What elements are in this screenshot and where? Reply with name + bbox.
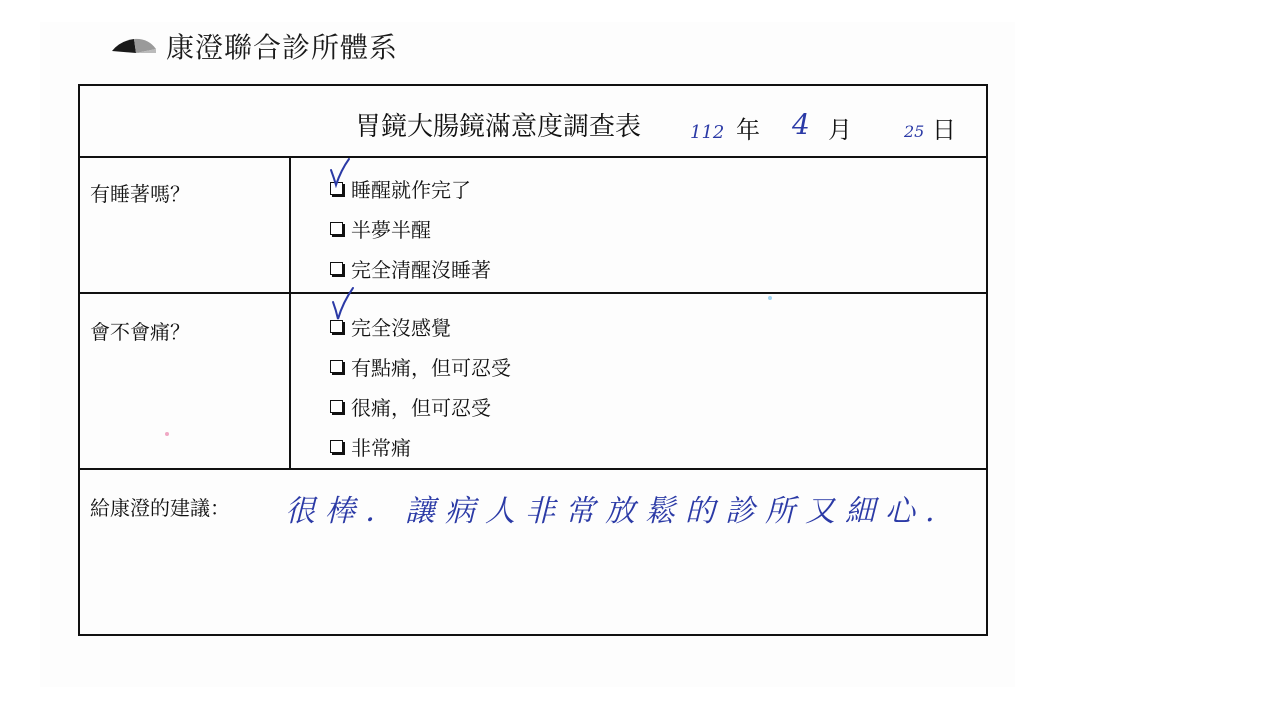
scan-speck bbox=[768, 296, 772, 300]
scan-speck bbox=[165, 432, 169, 436]
suggestion-row bbox=[80, 470, 986, 634]
question-row bbox=[80, 156, 986, 294]
option-label: 半夢半醒 bbox=[351, 218, 431, 242]
option-item[interactable] bbox=[330, 352, 511, 381]
option-label: 完全清醒沒睡著 bbox=[351, 258, 491, 282]
option-item[interactable] bbox=[330, 254, 491, 283]
checkbox-icon[interactable] bbox=[330, 262, 343, 275]
checkbox-icon[interactable] bbox=[330, 440, 343, 453]
option-label: 完全沒感覺 bbox=[351, 316, 451, 340]
date-month-label: 月 bbox=[828, 116, 852, 144]
title-row bbox=[80, 86, 986, 158]
date-day-label: 日 bbox=[932, 116, 956, 144]
checkbox-icon[interactable] bbox=[330, 360, 343, 373]
date-month-value: 4 bbox=[792, 108, 810, 141]
handwritten-suggestion: 很棒．讓病人非常放鬆的診所又細心. bbox=[285, 494, 945, 529]
question-label: 有睡著嗎？ bbox=[90, 182, 190, 206]
checkbox-icon[interactable] bbox=[330, 400, 343, 413]
option-item[interactable] bbox=[330, 432, 411, 461]
clinic-header bbox=[110, 26, 398, 66]
option-label: 有點痛，但可忍受 bbox=[351, 356, 511, 380]
option-label: 睡醒就作完了 bbox=[351, 178, 471, 202]
column-divider bbox=[289, 294, 291, 468]
checkbox-icon[interactable] bbox=[330, 222, 343, 235]
question-row bbox=[80, 294, 986, 470]
handwritten-check-mark-icon bbox=[328, 158, 352, 188]
option-label: 非常痛 bbox=[351, 436, 411, 460]
column-divider bbox=[289, 156, 291, 292]
date-day-value: 25 bbox=[904, 122, 925, 141]
question-label: 會不會痛？ bbox=[90, 320, 190, 344]
date-year-label: 年 bbox=[736, 116, 760, 144]
date-year-value: 112 bbox=[690, 122, 725, 143]
option-item[interactable] bbox=[330, 214, 431, 243]
form-title: 胃鏡大腸鏡滿意度調查表 bbox=[355, 112, 642, 142]
clinic-name: 康澄聯合診所體系 bbox=[166, 31, 399, 64]
fan-logo-icon bbox=[110, 35, 158, 57]
option-label: 很痛，但可忍受 bbox=[351, 396, 491, 420]
handwritten-check-mark-icon bbox=[330, 286, 356, 322]
option-item[interactable] bbox=[330, 392, 491, 421]
suggestion-label: 給康澄的建議： bbox=[90, 496, 230, 520]
survey-form bbox=[78, 84, 988, 636]
